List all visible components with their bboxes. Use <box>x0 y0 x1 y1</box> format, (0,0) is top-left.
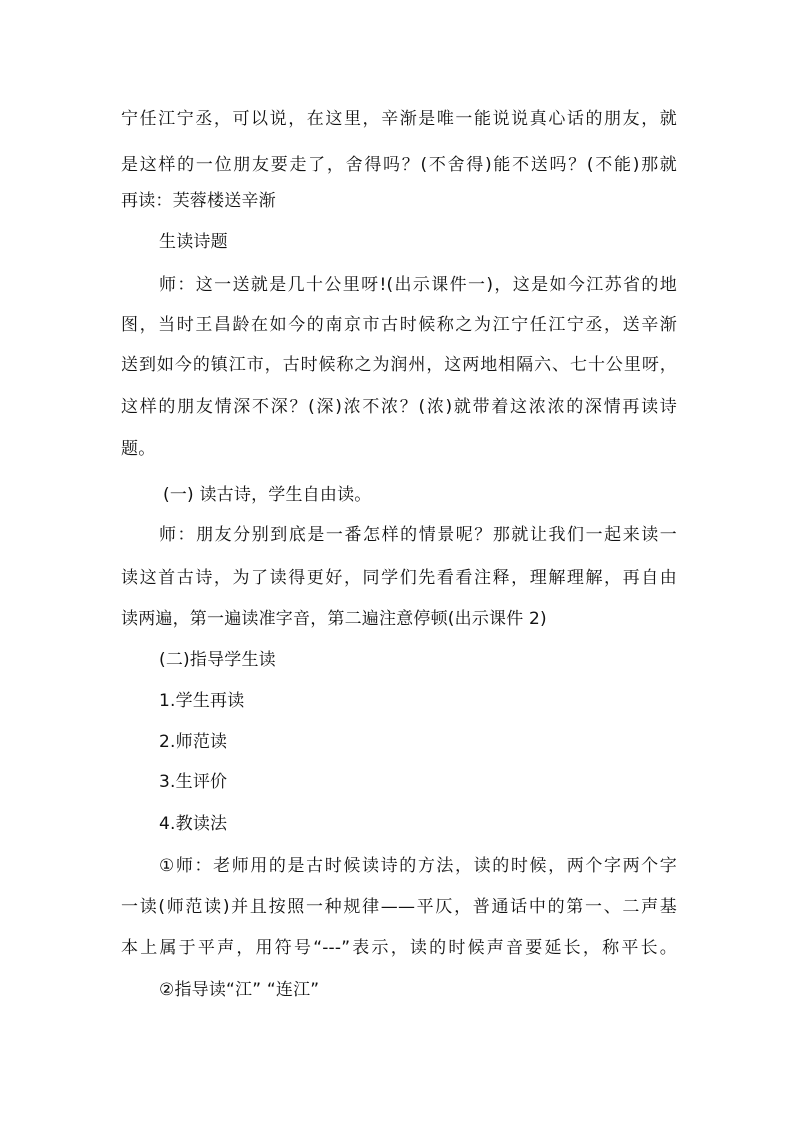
step-item: 1.学生再读 <box>159 691 245 711</box>
student-reads-title: 生读诗题 <box>159 232 228 252</box>
paragraph-4-line-2: 一读(师范读)并且按照一种规律——平仄，普通话中的第一、二声基 <box>121 897 677 917</box>
section-2-heading: (二)指导学生读 <box>159 650 276 670</box>
paragraph-2-line-1: 师：这一送就是几十公里呀!(出示课件一)，这是如今江苏省的地 <box>159 275 677 295</box>
section-1-heading: (一) 读古诗，学生自由读。 <box>163 485 372 505</box>
paragraph-4-line-3: 本上属于平声，用符号“---”表示，读的时候声音要延长，称平长。 <box>121 938 677 958</box>
step-item: 4.教读法 <box>159 814 228 834</box>
paragraph-4-line-1: ①师：老师用的是古时候读诗的方法，读的时候，两个字两个字 <box>159 856 677 876</box>
guide-read-line: ②指导读“江” “连江” <box>159 980 320 1000</box>
paragraph-2-line-4: 这样的朋友情深不深？(深)浓不浓？(浓)就带着这浓浓的深情再读诗 <box>121 397 677 417</box>
paragraph-3-line-2: 读这首古诗，为了读得更好，同学们先看看注释，理解理解，再自由 <box>121 568 677 588</box>
paragraph-2-line-5: 题。 <box>121 439 156 459</box>
paragraph-2-line-3: 送到如今的镇江市，古时候称之为润州，这两地相隔六、七十公里呀， <box>121 355 677 375</box>
paragraph-2-line-2: 图，当时王昌龄在如今的南京市古时候称之为江宁任江宁丞，送辛渐 <box>121 315 677 335</box>
paragraph-3-line-1: 师：朋友分别到底是一番怎样的情景呢？那就让我们一起来读一 <box>159 525 677 545</box>
paragraph-1-line-2: 是这样的一位朋友要走了，舍得吗？(不舍得)能不送吗？(不能)那就 <box>121 155 677 175</box>
paragraph-3-line-3: 读两遍，第一遍读准字音，第二遍注意停顿(出示课件 2) <box>121 609 547 629</box>
step-item: 2.师范读 <box>159 732 228 752</box>
paragraph-1-line-3: 再读：芙蓉楼送辛渐 <box>121 191 276 211</box>
step-item: 3.生评价 <box>159 772 228 792</box>
paragraph-1-line-1: 宁任江宁丞，可以说，在这里，辛渐是唯一能说说真心话的朋友，就 <box>121 109 677 129</box>
